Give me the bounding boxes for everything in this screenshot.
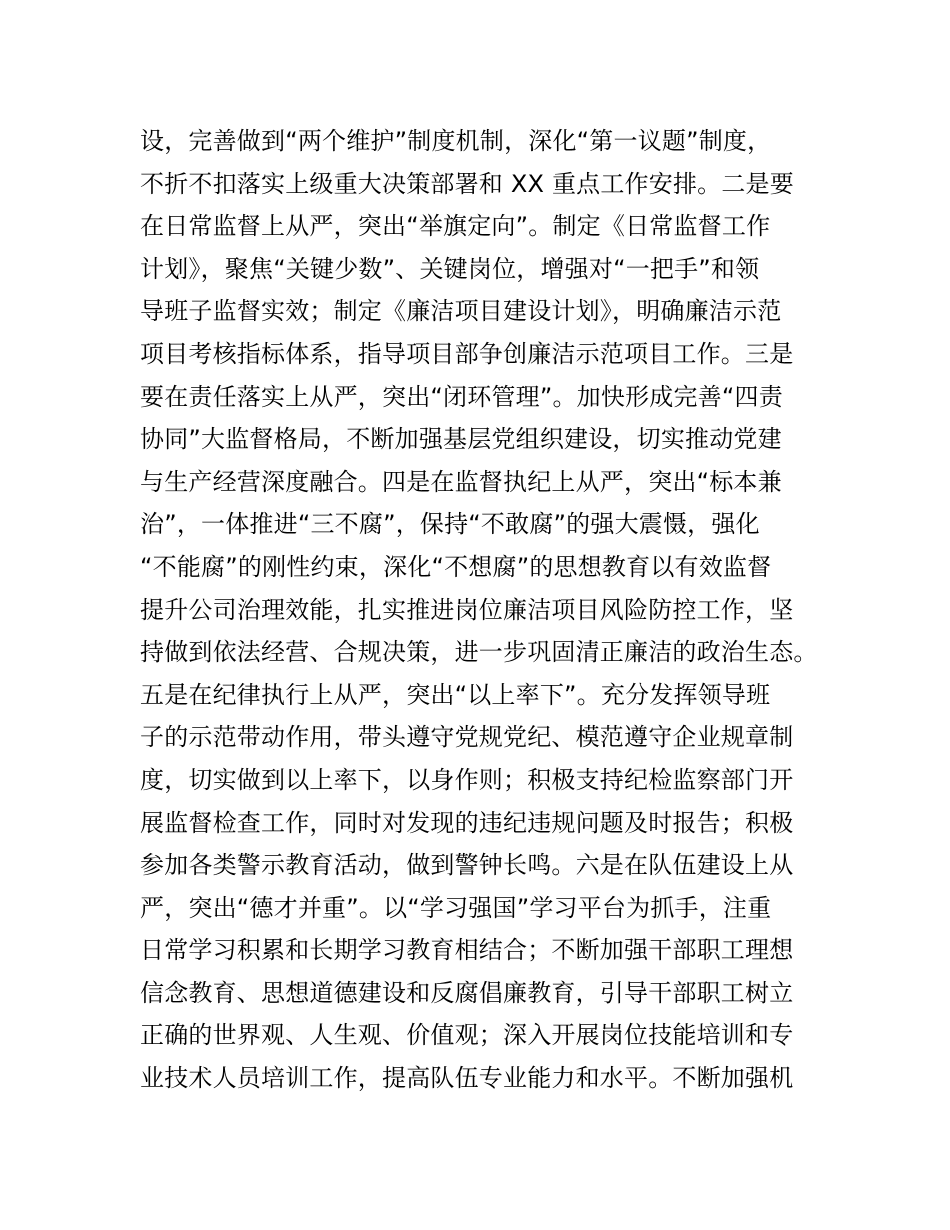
text-line-20: 日常学习积累和长期学习教育相结合；不断加强干部职工理想	[140, 936, 794, 965]
body-text	[140, 120, 840, 1100]
text-line-15: 子的示范带动作用，带头遵守党规党纪、模范遵守企业规章制	[140, 723, 794, 752]
text-line-23: 业技术人员培训工作，提高队伍专业能力和水平。不断加强机	[140, 1064, 794, 1093]
text-line-5: 导班子监督实效；制定《廉洁项目建设计划》，明确廉洁示范	[140, 297, 782, 326]
text-line-18: 参加各类警示教育活动，做到警钟长鸣。六是在队伍建设上从	[140, 851, 794, 880]
text-line-3: 在日常监督上从严，突出“举旗定向”。制定《日常监督工作	[140, 212, 771, 241]
text-line-6: 项目考核指标体系，指导项目部争创廉洁示范项目工作。三是	[140, 339, 794, 368]
text-line-11: “不能腐”的刚性约束，深化“不想腐”的思想教育以有效监督	[140, 552, 772, 581]
text-line-1: 设，完善做到“两个维护”制度机制，深化“第一议题”制度，	[140, 127, 772, 155]
text-line-10: 治”，一体推进“三不腐”，保持“不敢腐”的强大震慑，强化	[140, 510, 760, 539]
text-line-12: 提升公司治理效能，扎实推进岗位廉洁项目风险防控工作，坚	[140, 595, 794, 624]
text-line-22: 正确的世界观、人生观、价值观；深入开展岗位技能培训和专	[140, 1021, 794, 1050]
text-line-21: 信念教育、思想道德建设和反腐倡廉教育，引导干部职工树立	[140, 978, 794, 1007]
text-line-19: 严，突出“德才并重”。以“学习强国”学习平台为抓手，注重	[140, 893, 772, 922]
text-line-8: 协同”大监督格局，不断加强基层党组织建设，切实推动党建	[140, 425, 782, 454]
text-line-17: 展监督检查工作，同时对发现的违纪违规问题及时报告；积极	[140, 808, 794, 837]
text-line-16: 度，切实做到以上率下，以身作则；积极支持纪检监察部门开	[140, 765, 794, 794]
text-line-13: 持做到依法经营、合规决策，进一步巩固清正廉洁的政治生态。	[140, 638, 818, 667]
text-line-2: 不折不扣落实上级重大决策部署和 XX 重点工作安排。二是要	[140, 169, 794, 198]
text-line-9: 与生产经营深度融合。四是在监督执纪上从严，突出“标本兼	[140, 467, 782, 496]
text-line-7: 要在责任落实上从严，突出“闭环管理”。加快形成完善“四责	[140, 382, 783, 411]
text-line-14: 五是在纪律执行上从严，突出“以上率下”。充分发挥领导班	[140, 680, 771, 709]
text-line-4: 计划》，聚焦“关键少数”、关键岗位，增强对“一把手”和领	[140, 254, 760, 283]
